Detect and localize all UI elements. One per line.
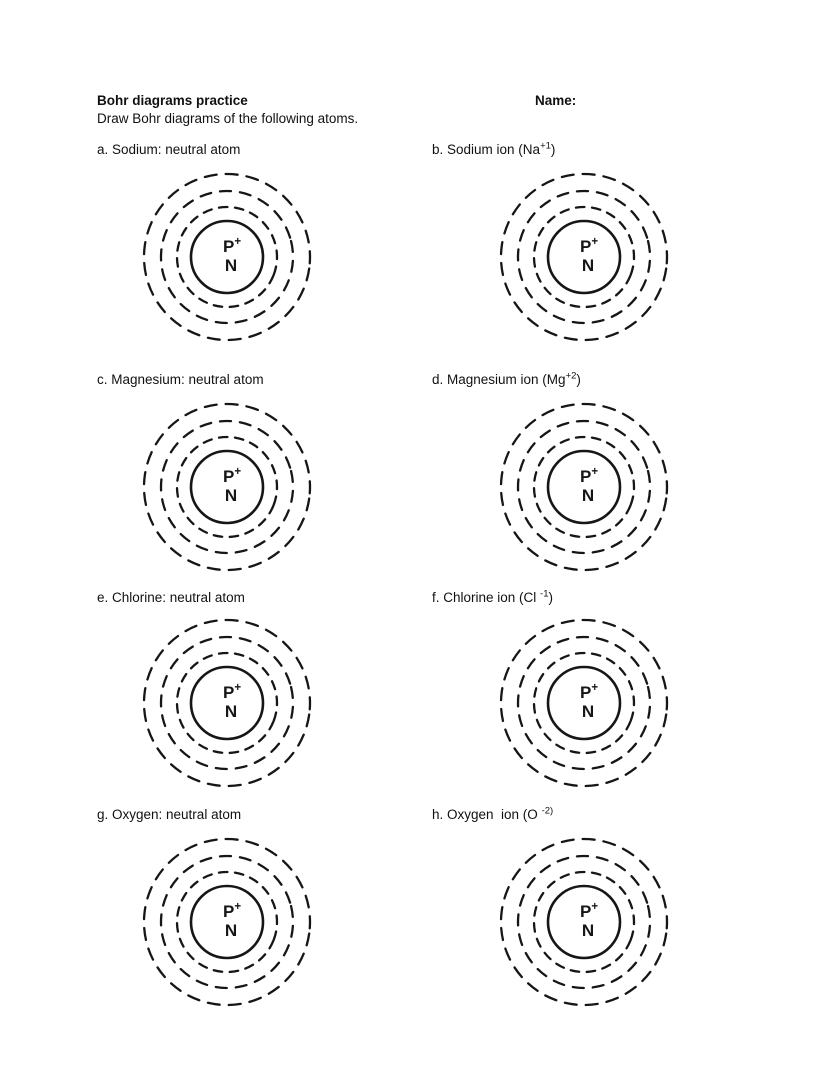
nucleus-neutron-label: N [224, 702, 238, 721]
bohr-diagram-c [132, 392, 322, 582]
item-label-superscript: +2 [565, 370, 577, 382]
nucleus-neutron-label: N [224, 486, 238, 505]
nucleus-neutron-label: N [224, 921, 238, 940]
bohr-diagram-f [489, 608, 679, 798]
bohr-diagram-b [489, 162, 679, 352]
item-label-superscript: -1 [540, 588, 549, 600]
bohr-diagram-svg [132, 827, 322, 1017]
bohr-diagram-svg [132, 162, 322, 352]
item-label-text: ) [548, 590, 553, 605]
bohr-diagram-svg [132, 392, 322, 582]
item-label-g [97, 807, 241, 823]
page-title: Bohr diagrams practice [97, 93, 248, 108]
item-label-text: g. Oxygen: neutral atom [97, 807, 242, 822]
bohr-diagram-svg [489, 162, 679, 352]
item-label-a [97, 142, 240, 158]
nucleus-proton-label: P+ [579, 236, 599, 256]
bohr-diagram-svg [132, 608, 322, 798]
bohr-diagram-svg [489, 827, 679, 1017]
item-label-text: h. Oxygen ion (O [432, 807, 542, 822]
nucleus-neutron-label: N [581, 921, 595, 940]
nucleus-proton-label: P+ [579, 682, 599, 702]
nucleus-proton-label: P+ [222, 236, 242, 256]
item-label-c [97, 372, 264, 388]
bohr-diagram-d [489, 392, 679, 582]
name-field-label: Name: [535, 93, 577, 108]
item-label-d [432, 372, 581, 388]
item-label-text: b. Sodium ion (Na [432, 142, 541, 157]
bohr-diagram-svg [489, 608, 679, 798]
nucleus-neutron-label: N [581, 256, 595, 275]
nucleus-proton-label: P+ [579, 466, 599, 486]
item-label-text: e. Chlorine: neutral atom [97, 590, 245, 605]
nucleus-neutron-label: N [581, 486, 595, 505]
nucleus-proton-label: P+ [579, 901, 599, 921]
item-label-b [432, 142, 555, 158]
bohr-diagram-e [132, 608, 322, 798]
item-label-superscript: +1 [540, 140, 551, 152]
item-label-text: ) [550, 142, 556, 157]
bohr-diagram-svg [489, 392, 679, 582]
item-label-text: a. Sodium: neutral atom [97, 142, 241, 157]
nucleus-proton-label: P+ [222, 682, 242, 702]
item-label-text: f. Chlorine ion (Cl [432, 590, 541, 605]
instructions-text: Draw Bohr diagrams of the following atoms. [97, 111, 359, 126]
nucleus-proton-label: P+ [222, 901, 242, 921]
nucleus-proton-label: P+ [222, 466, 242, 486]
bohr-diagram-h [489, 827, 679, 1017]
nucleus-neutron-label: N [581, 702, 595, 721]
item-label-e [97, 590, 245, 606]
item-label-superscript: -2) [541, 805, 554, 817]
item-label-text: c. Magnesium: neutral atom [97, 372, 264, 387]
item-label-h [432, 807, 553, 823]
bohr-diagram-g [132, 827, 322, 1017]
item-label-text: ) [576, 372, 581, 387]
nucleus-neutron-label: N [224, 256, 238, 275]
bohr-diagram-a [132, 162, 322, 352]
item-label-text: d. Magnesium ion (Mg [432, 372, 566, 387]
item-label-f [432, 590, 553, 606]
